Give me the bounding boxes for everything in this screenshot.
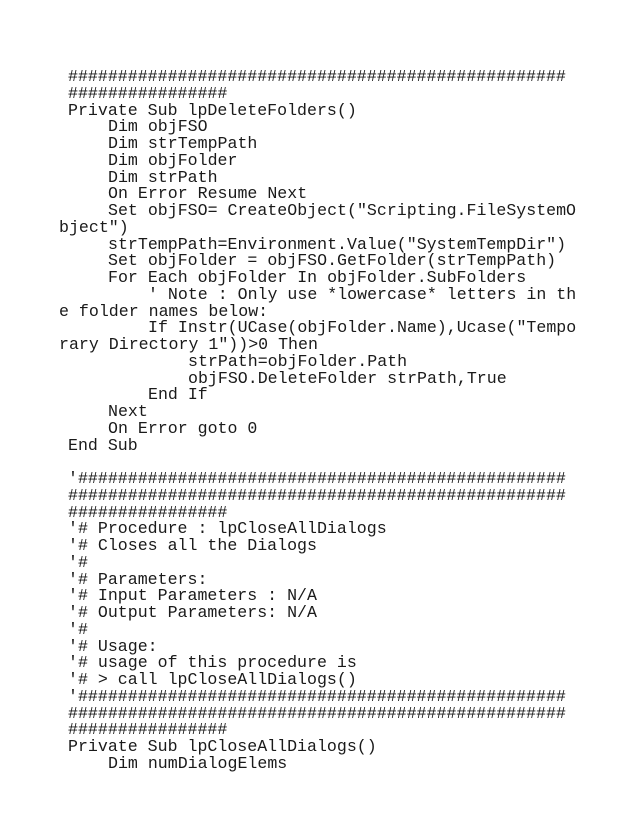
code-line: e folder names below: (59, 303, 269, 321)
code-line: ################ (68, 722, 228, 739)
code-line: bject") (59, 219, 129, 237)
code-line: strPath=objFolder.Path (188, 353, 408, 371)
code-line: Private Sub lpDeleteFolders() (68, 102, 357, 120)
code-line: strTempPath=Environment.Value("SystemTempDir") (108, 236, 567, 254)
code-line: '# Usage: (68, 638, 158, 656)
code-line: '################################################# (68, 688, 566, 706)
code-line: Dim strTempPath (108, 136, 258, 153)
code-line: '# Output Parameters: N/A (68, 605, 317, 622)
code-line: objFSO.DeleteFolder strPath,True (188, 370, 507, 388)
code-line: '# Closes all the Dialogs (68, 538, 317, 555)
code-line: '# Parameters: (68, 571, 208, 589)
code-line: ' Note : Only use *lowercase* letters in th (148, 286, 577, 304)
blank-line (0, 454, 638, 471)
code-line: '# (68, 554, 88, 572)
code-line: Dim objFSO (108, 119, 208, 136)
code-line: ################ (68, 85, 228, 103)
code-line: '# (68, 621, 88, 639)
code-line: Next (108, 404, 148, 421)
code-line: End If (148, 387, 208, 404)
code-line: Set objFolder = objFSO.GetFolder(strTempPath) (108, 253, 557, 270)
code-listing (0, 69, 638, 773)
code-line: For Each objFolder In objFolder.SubFolders (108, 270, 527, 287)
code-line: '################################################# (68, 471, 566, 488)
code-line: ################################################## (68, 487, 566, 505)
code-line: Dim numDialogElems (108, 755, 288, 773)
code-line: On Error Resume Next (108, 186, 308, 203)
code-line: Set objFSO= CreateObject("Scripting.FileSystemO (108, 203, 577, 220)
code-line: '# usage of this procedure is (68, 655, 357, 672)
code-line: ################ (68, 504, 228, 522)
code-line: Dim strPath (108, 169, 218, 187)
code-line: '# Procedure : lpCloseAllDialogs (68, 521, 387, 538)
code-line: ################################################## (68, 705, 566, 723)
code-line: Private Sub lpCloseAllDialogs() (68, 739, 377, 756)
code-line: If Instr(UCase(objFolder.Name),Ucase("Tempo (148, 320, 577, 337)
code-line: Dim objFolder (108, 152, 238, 170)
code-line: '# > call lpCloseAllDialogs() (68, 672, 357, 689)
code-line: ################################################## (68, 69, 566, 86)
code-line: '# Input Parameters : N/A (68, 588, 317, 605)
code-line: End Sub (68, 437, 138, 455)
code-line: rary Directory 1"))>0 Then (59, 337, 318, 354)
code-line: On Error goto 0 (108, 420, 258, 438)
